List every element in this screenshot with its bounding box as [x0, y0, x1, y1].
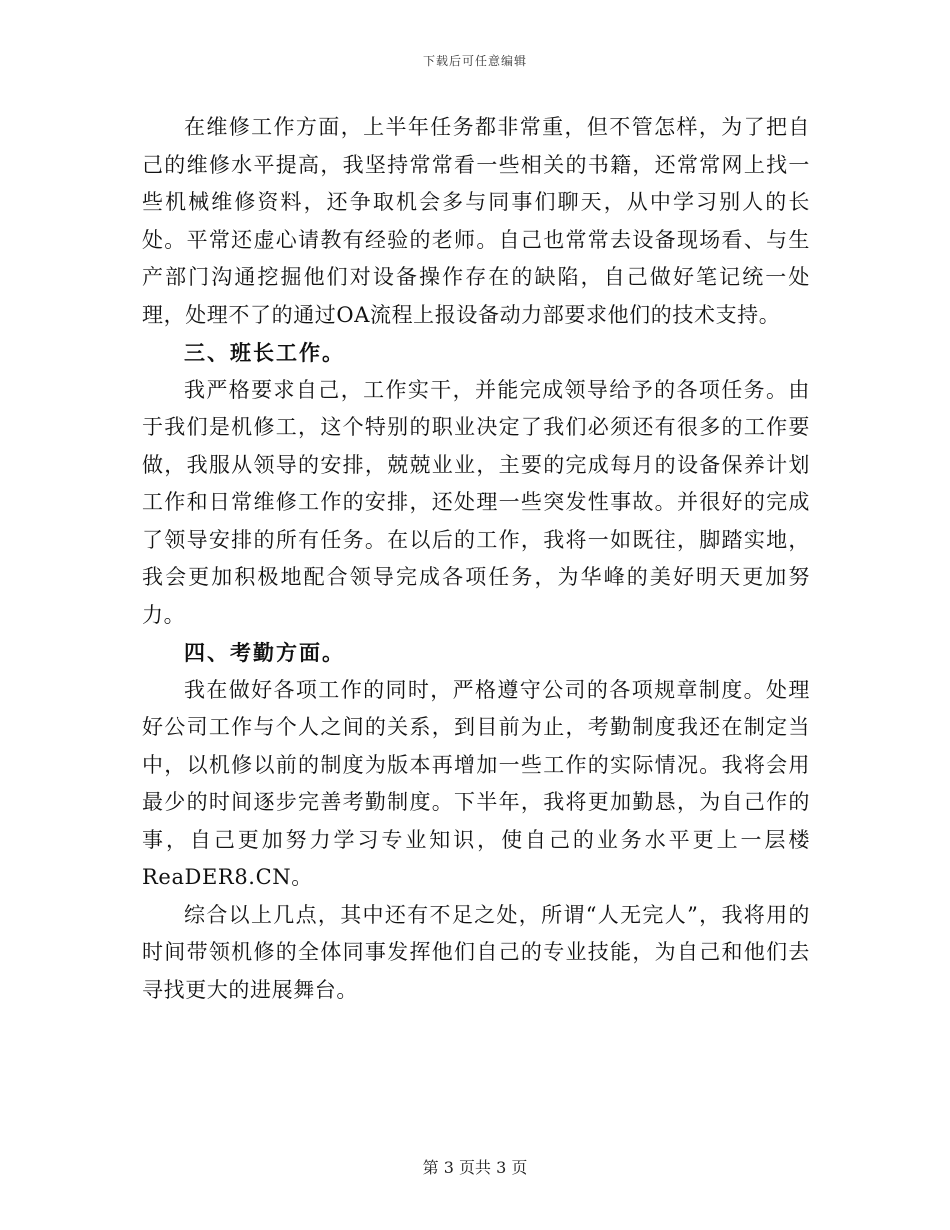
- page-header: 下载后可任意编辑: [422, 54, 527, 68]
- page-number: 第 3 页共 3 页: [422, 1158, 528, 1177]
- paragraph-attendance: 我在做好各项工作的同时，严格遵守公司的各项规章制度。处理好公司工作与个人之间的关系，到目前为止，考勤制度我还在制定当中，以机修以前的制度为版本再增加一些工作的实际情况。我将会用最少的时间逐步完善考勤制度。下半年，我将更加勤恳，为自己作的事，自己更加努力学习专业知识，使自己的业务水平更上一层楼ReaDER8.CN。: [142, 677, 810, 889]
- paragraph-summary: 综合以上几点，其中还有不足之处，所谓“人无完人”，我将用的时间带领机修的全体同事发挥他们自己的专业技能，为自己和他们去寻找更大的进展舞台。: [142, 902, 810, 1002]
- paragraph-team-leader: 我严格要求自己，工作实干，并能完成领导给予的各项任务。由于我们是机修工，这个特别的职业决定了我们必须还有很多的工作要做，我服从领导的安排，兢兢业业，主要的完成每月的设备保养计划工作和日常维修工作的安排，还处理一些突发性事故。并很好的完成了领导安排的所有任务。在以后的工作，我将一如既往，脚踏实地，我会更加积极地配合领导完成各项任务，为华峰的美好明天更加努力。: [142, 377, 810, 627]
- section-heading-attendance: 四、考勤方面。: [184, 640, 345, 665]
- paragraph-maintenance: 在维修工作方面，上半年任务都非常重，但不管怎样，为了把自己的维修水平提高，我坚持常常看一些相关的书籍，还常常网上找一些机械维修资料，还争取机会多与同事们聊天，从中学习别人的长处。平常还虚心请教有经验的老师。自己也常常去设备现场看、与生产部门沟通挖掘他们对设备操作存在的缺陷，自己做好笔记统一处理，处理不了的通过OA流程上报设备动力部要求他们的技术支持。: [142, 115, 810, 327]
- document-body: [142, 109, 810, 1009]
- section-heading-team-leader: 三、班长工作。: [184, 340, 345, 365]
